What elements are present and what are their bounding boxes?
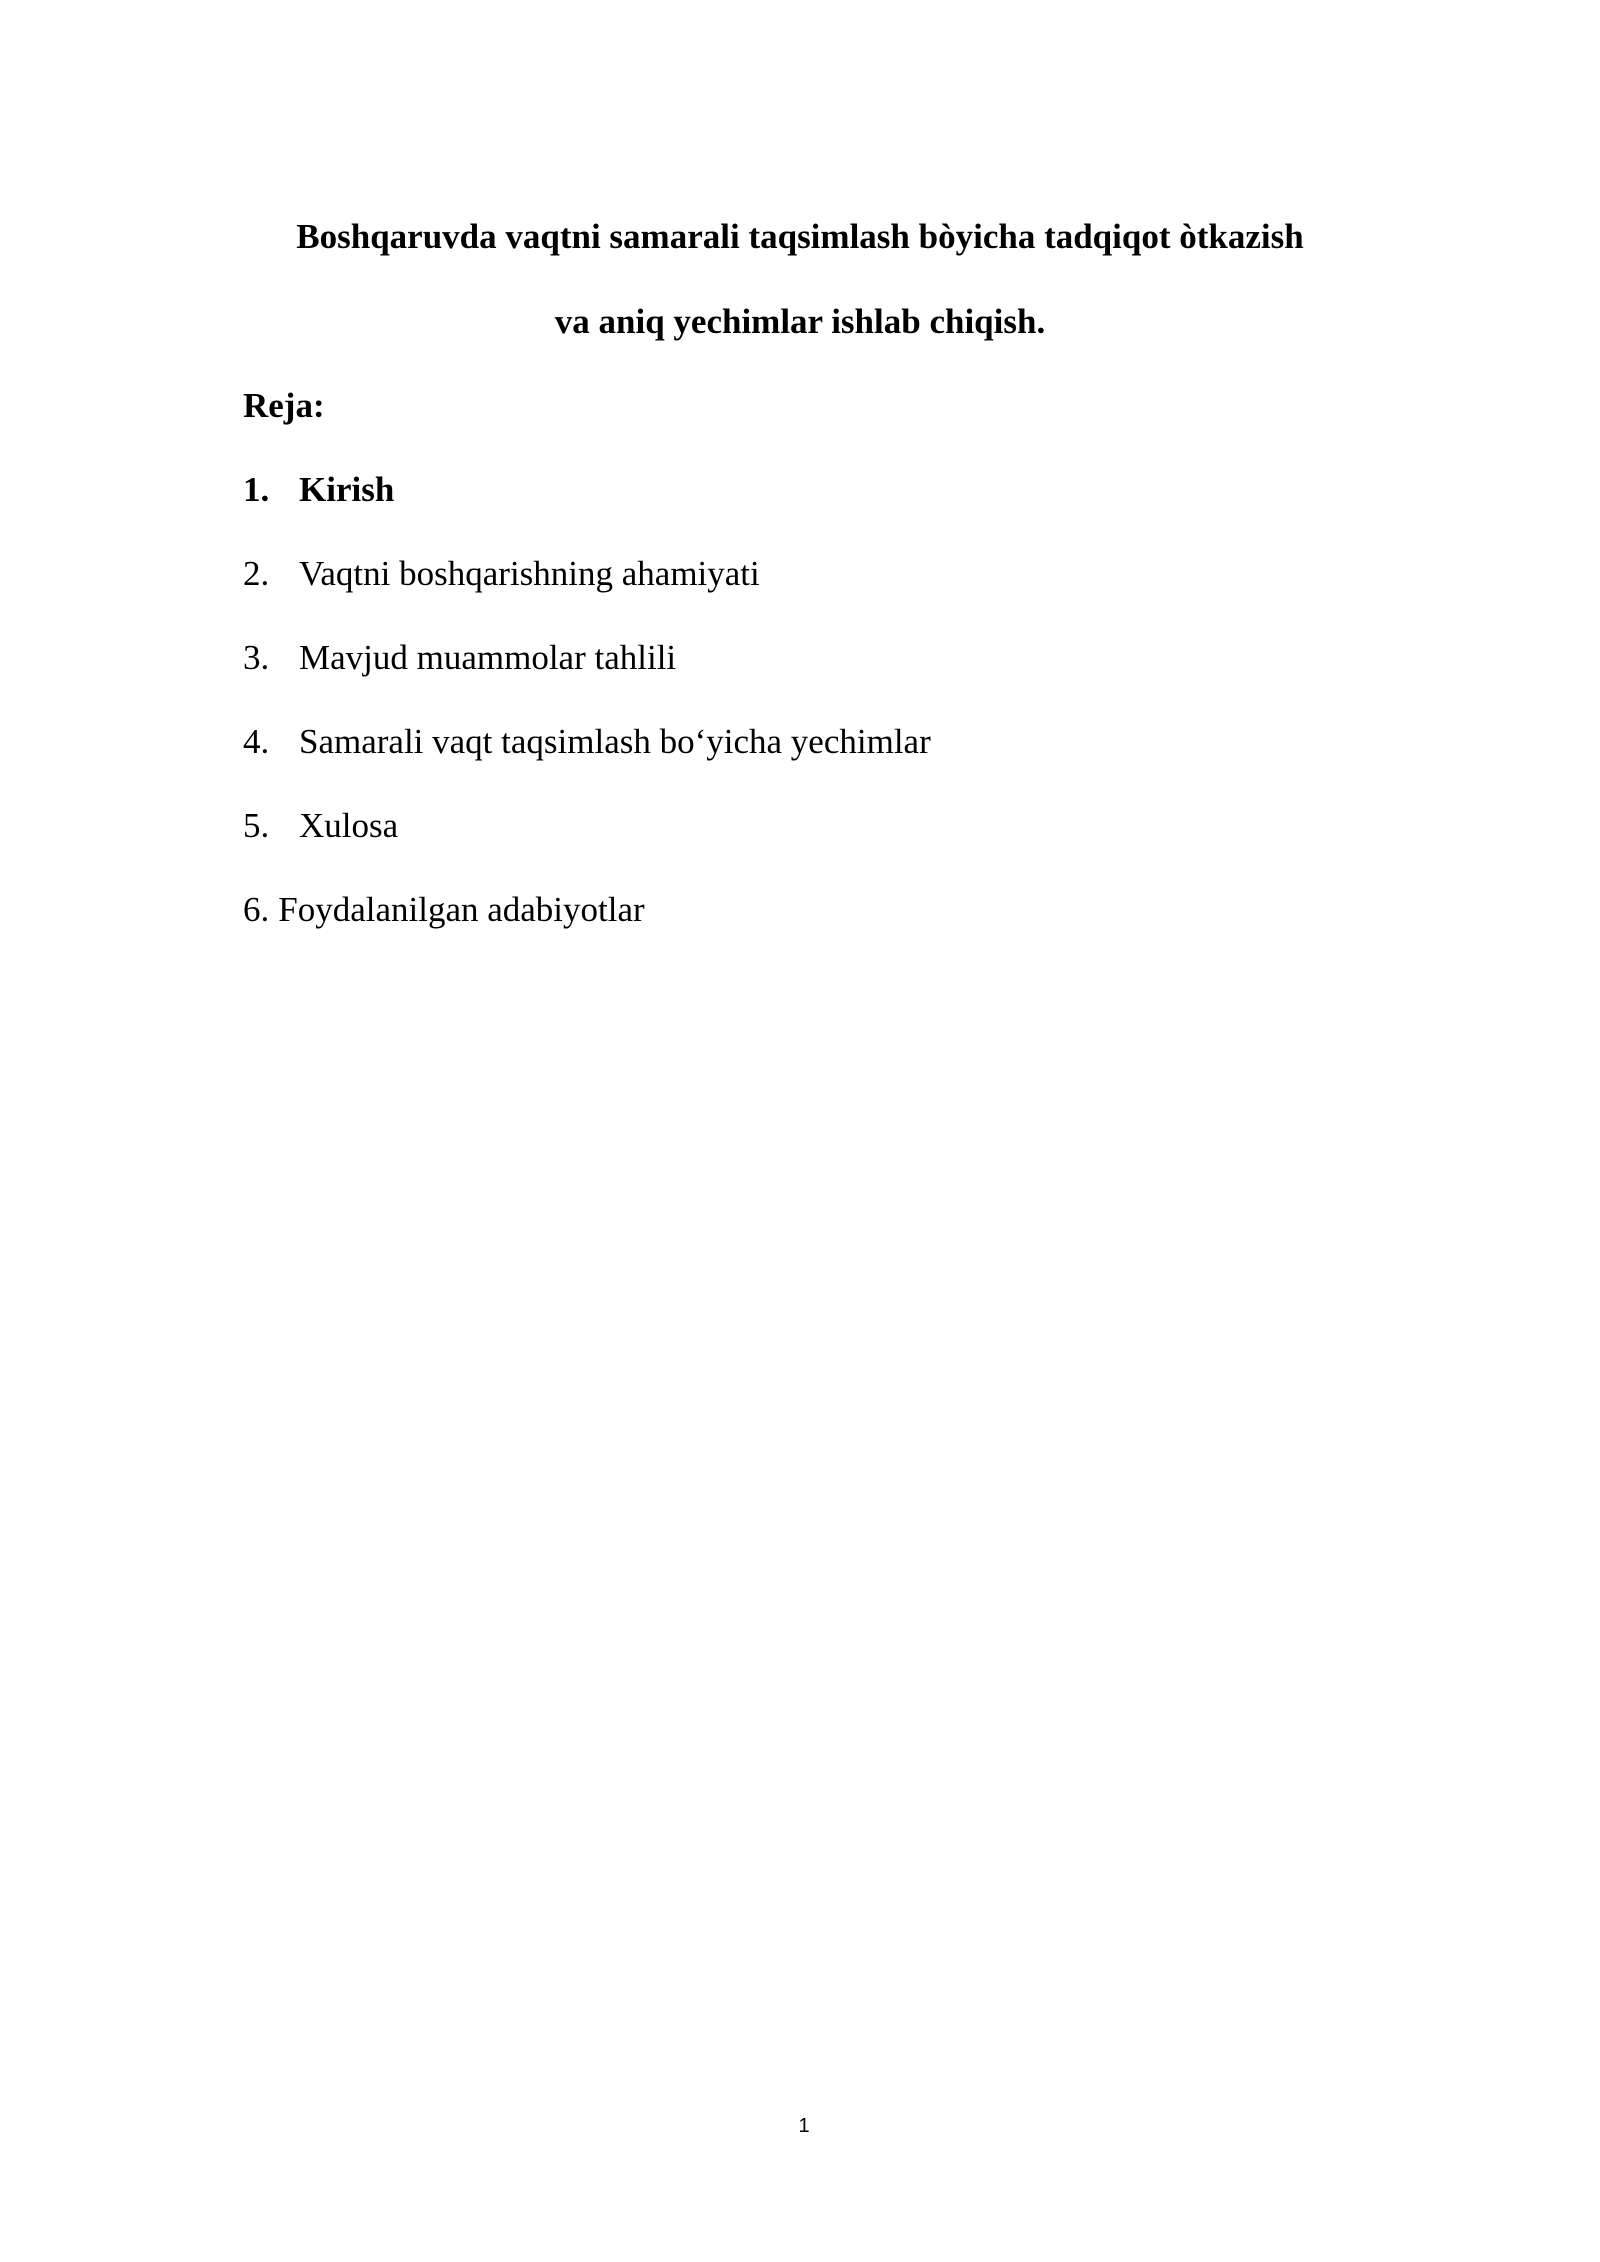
- plan-item-number: 5.: [243, 806, 270, 845]
- page-number: 1: [798, 2115, 810, 2137]
- plan-heading: Reja:: [243, 386, 325, 425]
- plan-item-text: Samarali vaqt taqsimlash bo‘yicha yechimlar: [299, 722, 931, 761]
- plan-item-importance: [243, 553, 931, 637]
- plan-item-text: Mavjud muammolar tahlili: [299, 638, 677, 677]
- document-title-line-2: va aniq yechimlar ishlab chiqish.: [554, 302, 1046, 341]
- plan-item-number: 2.: [243, 554, 270, 593]
- document-title-line-1: Boshqaruvda vaqtni samarali taqsimlash bòyicha tadqiqot òtkazish: [296, 217, 1304, 256]
- plan-item-problems: [243, 637, 931, 721]
- plan-item-text: Kirish: [299, 470, 395, 509]
- plan-item-solutions: [243, 721, 931, 805]
- plan-list: [243, 469, 931, 973]
- plan-item-number: 6.: [243, 890, 270, 929]
- plan-item-introduction: [243, 469, 931, 553]
- plan-item-text: Foydalanilgan adabiyotlar: [278, 890, 645, 929]
- plan-item-number: 4.: [243, 722, 270, 761]
- plan-item-number: 1.: [243, 470, 270, 509]
- plan-item-text: Vaqtni boshqarishning ahamiyati: [299, 554, 760, 593]
- plan-item-text: Xulosa: [299, 806, 399, 845]
- plan-item-conclusion: [243, 805, 931, 889]
- plan-item-references: [243, 889, 931, 973]
- plan-item-number: 3.: [243, 638, 270, 677]
